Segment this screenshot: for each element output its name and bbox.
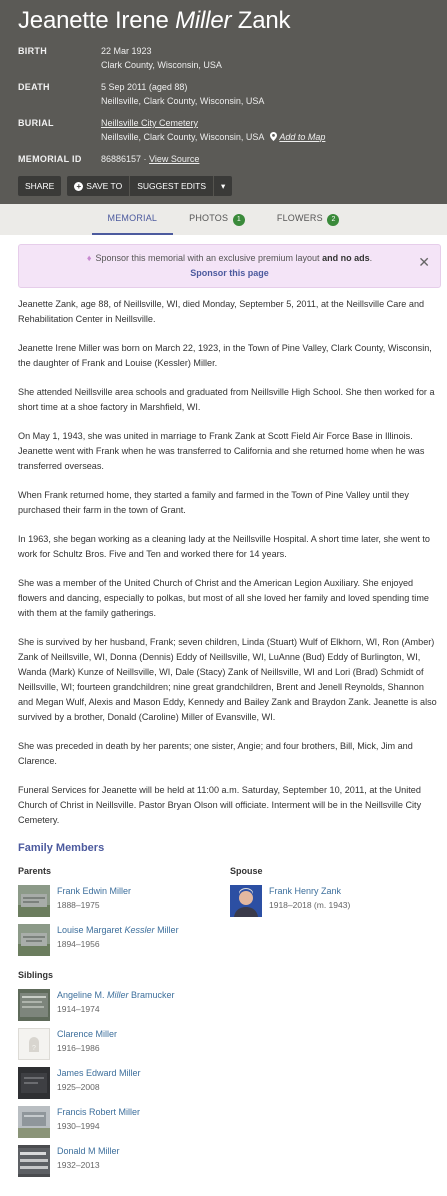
tab-flowers-label: FLOWERS [276,213,323,223]
more-dropdown-button[interactable] [214,176,232,196]
biography [0,288,447,828]
family-member-item[interactable] [18,924,230,963]
memorial-id-row [18,152,429,166]
sponsor-text-bold: and no ads [322,253,370,263]
memorial-header [0,0,447,204]
spouse-dates: 1918–2018 [269,900,312,910]
memorial-id-value: 86886157 [101,154,142,164]
person-name-link[interactable]: Clarence Miller [57,1029,118,1039]
person-dates: 1916–1986 [57,1043,100,1053]
family-member-item[interactable] [18,1145,230,1184]
tab-photos-label: PHOTOS [189,213,229,223]
cemetery-link[interactable]: Neillsville City Cemetery [101,118,199,128]
tab-memorial-label: MEMORIAL [107,213,158,223]
family-member-item[interactable] [230,885,440,924]
family-right-column [230,866,440,1184]
tab-flowers[interactable] [261,204,356,235]
memorial-title [18,8,429,34]
suggest-edits-button[interactable]: SUGGEST EDITS [130,176,214,196]
share-button[interactable]: SHARE [18,176,61,196]
person-name-link[interactable] [57,924,179,937]
person-name-link[interactable]: Donald M Miller [57,1146,120,1156]
no-photo-placeholder-icon [18,1028,50,1060]
spouse-heading: Spouse [230,866,263,876]
person-name-link[interactable]: James Edward Miller [57,1068,141,1078]
name-last: Zank [237,7,291,34]
view-source-link[interactable]: View Source [149,154,200,164]
save-to-label: SAVE TO [86,181,123,191]
name-maiden-part: Miller [107,990,129,1000]
family-member-item[interactable] [18,1106,230,1145]
birth-value [101,44,222,72]
sponsor-text: Sponsor this memorial with an exclusive premium layout [95,253,320,263]
burial-place: Neillsville, Clark County, Wisconsin, USA [101,132,264,142]
flowers-count-badge: 2 [327,214,339,226]
bio-paragraph: She attended Neillsville area schools and graduated from Neillsville High School. She then worked for a short time at a shoe factory in Marshfield, WI. [18,387,435,412]
name-part: Bramucker [128,990,175,1000]
tab-memorial[interactable] [92,204,174,235]
family-members [0,866,447,1184]
portrait-photo [230,885,262,917]
close-icon[interactable]: ✕ [418,254,430,270]
headstone-photo [18,885,50,917]
headstone-photo [18,989,50,1021]
person-name-link[interactable]: Frank Edwin Miller [57,886,132,896]
burial-value [101,116,325,144]
bio-paragraph: When Frank returned home, they started a family and farmed in the Town of Pine Valley until they purchased their farm in the town of Grant. [18,490,409,515]
headstone-photo [18,1067,50,1099]
name-part: Louise Margaret [57,925,125,935]
name-first: Jeanette Irene [18,7,169,34]
person-dates: 1925–2008 [57,1082,100,1092]
birth-label: BIRTH [18,46,47,56]
svg-text:?: ? [32,1045,36,1052]
family-member-item[interactable] [18,1028,230,1067]
sponsor-banner [18,244,441,288]
name-part: Angeline M. [57,990,108,1000]
bio-paragraph: Jeanette Zank, age 88, of Neillsville, WI, died Monday, September 5, 2011, at the Neillsville Care and Rehabilitation Center in Neillsville. [18,299,425,324]
marriage-year: (m. 1943) [313,900,351,910]
person-dates: 1930–1994 [57,1121,100,1131]
person-name-link[interactable] [57,989,175,1002]
sponsor-page-link[interactable]: Sponsor this page [190,268,269,278]
name-maiden: Miller [175,7,232,34]
sponsor-text-end: . [369,253,373,263]
person-name-link[interactable]: Francis Robert Miller [57,1107,141,1117]
birth-row [18,44,429,72]
photos-count-badge: 1 [233,214,245,226]
bio-paragraph: She was a member of the United Church of Christ and the American Legion Auxiliary. She enjoyed flowers and dancing, especially to polkas, but most of all she loved her family and loved spending time with them at the family gatherings. [18,578,429,618]
death-label: DEATH [18,82,50,92]
birth-date: 22 Mar 1923 [101,46,152,56]
bio-paragraph: On May 1, 1943, she was united in marriage to Frank Zank at Scott Field Air Force Base in Illinois. Jeanette went with Frank when he was transferred to California and she returned home when he was transferred overseas. [18,431,425,471]
action-bar [18,176,429,196]
death-date: 5 Sep 2011 (aged 88) [101,82,188,92]
bio-paragraph: Funeral Services for Jeanette will be held at 11:00 a.m. Saturday, September 10, 2011, at the United Church of Christ in Neillsville. Pastor Bryan Olson will officiate. Interment will be in the Neillsville City Cemetery. [18,785,422,825]
person-dates: 1932–2013 [57,1160,100,1170]
family-member-item[interactable] [18,989,230,1028]
person-dates: 1894–1956 [57,939,100,949]
person-dates: 1888–1975 [57,900,100,910]
parents-heading: Parents [18,866,52,876]
birth-place: Clark County, Wisconsin, USA [101,60,222,70]
id-separator: · [141,154,150,164]
death-value [101,80,264,108]
plus-circle-icon: + [74,182,83,191]
person-name-link[interactable]: Frank Henry Zank [269,886,342,896]
name-maiden-part: Kessler [124,925,155,935]
diamond-icon: ♦ [86,253,92,263]
person-dates [269,898,350,912]
family-member-item[interactable] [18,885,230,924]
headstone-photo [18,1106,50,1138]
bio-paragraph: In 1963, she began working as a cleaning lady at the Neillsville Hospital. A short time later, she went to work for Schultz Bros. Five and Ten and worked there for 14 years. [18,534,430,559]
map-pin-icon [270,132,277,141]
name-part: Miller [154,925,179,935]
add-to-map-link[interactable]: Add to Map [279,132,326,142]
headstone-photo [18,924,50,956]
death-place: Neillsville, Clark County, Wisconsin, USA [101,96,265,106]
memorial-id-label: MEMORIAL ID [18,154,82,164]
family-left-column [18,866,230,1184]
burial-row [18,116,429,144]
family-members-heading: Family Members [18,842,105,854]
bio-paragraph: She is survived by her husband, Frank; seven children, Linda (Stuart) Wulf of Elkhorn, WI, Ron (Amber) Zank of Neillsville, WI, Donna (Dennis) Eddy of Neillsville, WI, LuAnne (Bud) Eddy of Burlington, WI, Wanda (Mark) Kunze of Neillsville, WI, Dale (Stacy) Zank of Neillsville, WI and Lori (Brad) Schmidt of Neillsville, WI; fourteen grandchildren; nine great grandchildren, Brent and Jenell Reynolds, Shannon and Megan Wulf, Alexis and Mason Eddy, Kennedy and Bailey Zank and Braydon Zank. Jeanette is also survived by a brother, Donald (Caroline) Miller of Evansville, WI. [18,637,437,722]
person-dates: 1914–1974 [57,1004,100,1014]
burial-label: BURIAL [18,118,54,128]
bio-paragraph: She was preceded in death by her parents; one sister, Angie; and four brothers, Bill, Mick, Jim and Clarence. [18,741,413,766]
family-member-item[interactable] [18,1067,230,1106]
siblings-heading: Siblings [18,970,54,980]
headstone-photo [18,1145,50,1177]
death-row [18,80,429,108]
bio-paragraph: Jeanette Irene Miller was born on March 22, 1923, in the Town of Pine Valley, Clark County, Wisconsin, the daughter of Frank and Louise (Kessler) Miller. [18,343,432,368]
save-to-button[interactable] [67,176,130,196]
tab-photos[interactable] [173,204,261,235]
chevron-down-icon: ▾ [221,181,226,191]
tab-bar [0,204,447,235]
